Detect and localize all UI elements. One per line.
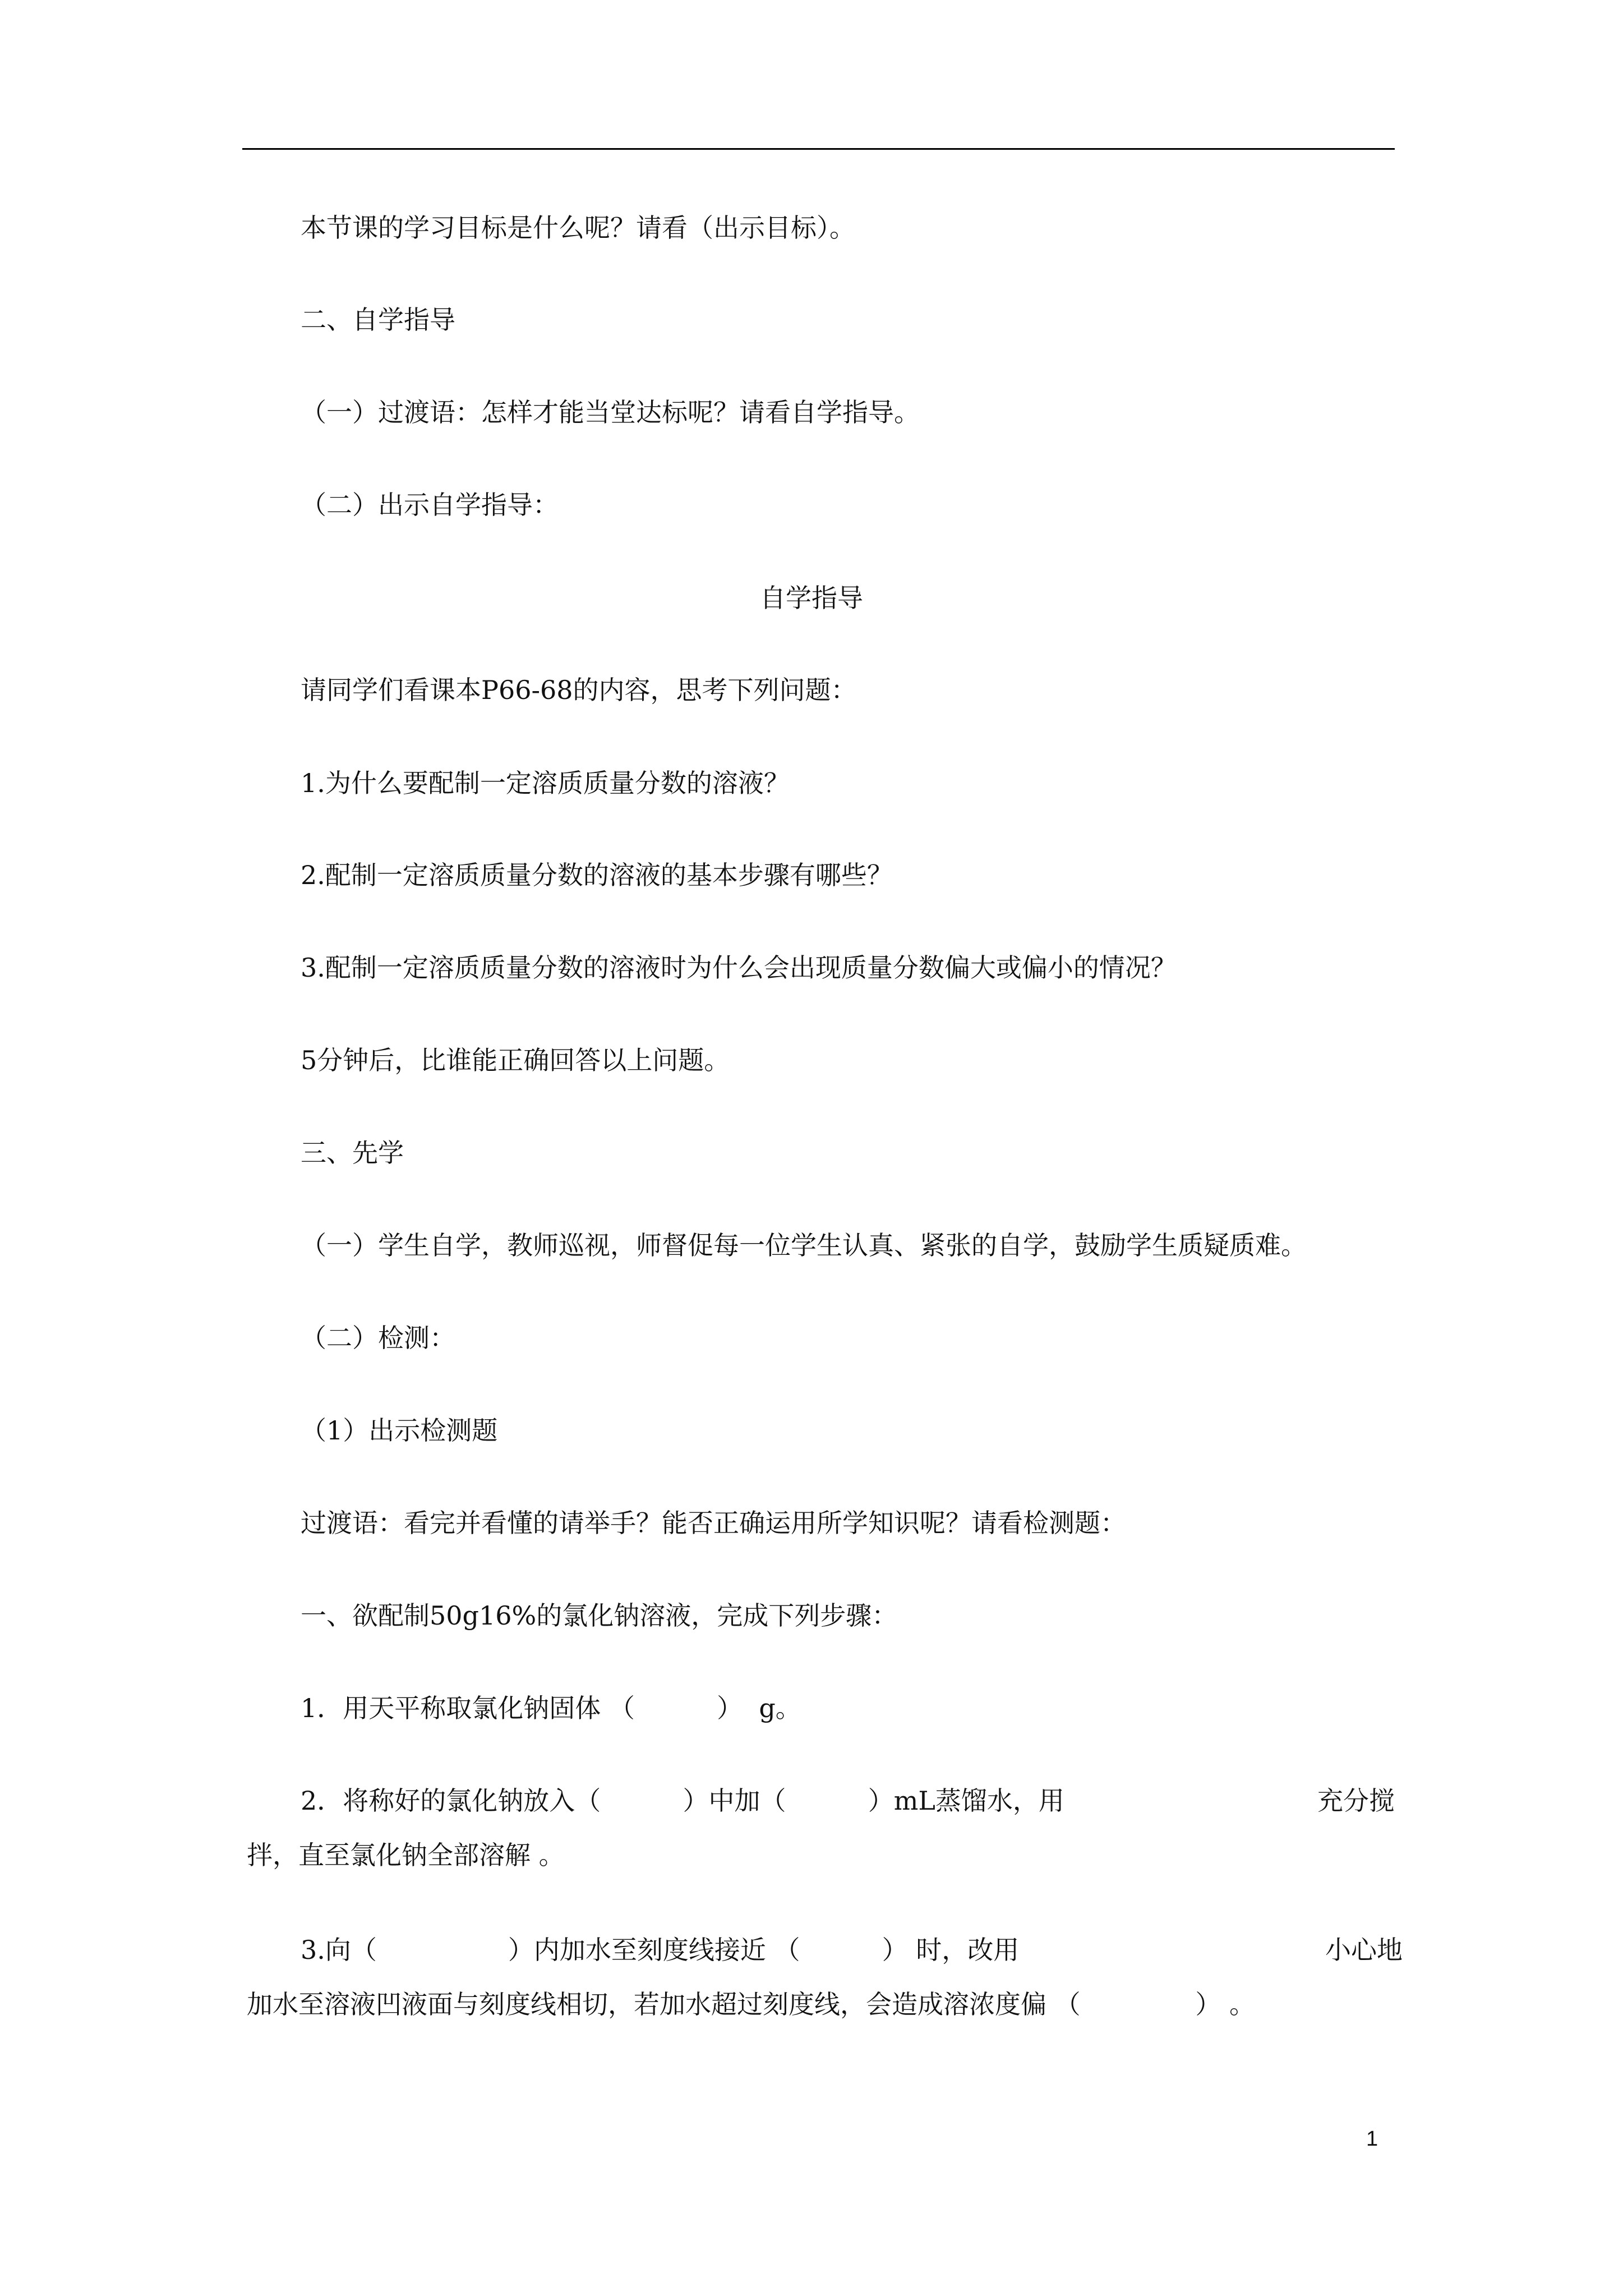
- paragraph-show-guide: （二）出示自学指导：: [301, 490, 559, 520]
- step-2-left-text: 2．将称好的氯化钠放入（ ）中加（ ）mL蒸馏水，用: [301, 1786, 1064, 1816]
- exercise-step-3-line-2: 加水至溶液凹液面与刻度线相切，若加水超过刻度线，会造成溶浓度偏 （ ） 。: [247, 1989, 1255, 2019]
- section-heading-self-study: 二、自学指导: [301, 305, 455, 335]
- header-rule: [242, 148, 1395, 150]
- step-3-right-text: 小心地: [1325, 1935, 1403, 1965]
- paragraph-instructions: 请同学们看课本P66-68的内容，思考下列问题：: [301, 675, 857, 705]
- exercise-step-2-line-2: 拌，直至氯化钠全部溶解 。: [247, 1840, 565, 1870]
- exercise-step-2-line-1: [301, 1784, 1395, 1818]
- paragraph-test-heading: （二）检测：: [301, 1323, 455, 1353]
- paragraph-show-test: （1）出示检测题: [301, 1415, 498, 1446]
- exercise-step-3-line-1: [301, 1933, 1403, 1967]
- step-2-right-text: 充分搅: [1317, 1786, 1395, 1816]
- exercise-title: 一、欲配制50g16%的氯化钠溶液，完成下列步骤：: [301, 1600, 898, 1631]
- paragraph-transition: （一）过渡语：怎样才能当堂达标呢？请看自学指导。: [301, 397, 920, 427]
- paragraph-learning-goal: 本节课的学习目标是什么呢？请看（出示目标）。: [301, 213, 855, 243]
- page-number: 1: [1366, 2127, 1378, 2151]
- question-3: 3.配制一定溶质质量分数的溶液时为什么会出现质量分数偏大或偏小的情况？: [301, 953, 1177, 983]
- exercise-step-1: 1．用天平称取氯化钠固体 （ ） g。: [301, 1693, 801, 1723]
- step-3-left-text: 3.向（ ）内加水至刻度线接近 （ ） 时，改用: [301, 1935, 1020, 1965]
- paragraph-time-limit: 5分钟后，比谁能正确回答以上问题。: [301, 1045, 730, 1075]
- question-1: 1.为什么要配制一定溶质质量分数的溶液？: [301, 768, 790, 798]
- paragraph-test-transition: 过渡语：看完并看懂的请举手？能否正确运用所学知识呢？请看检测题：: [301, 1508, 1126, 1538]
- question-2: 2.配制一定溶质质量分数的溶液的基本步骤有哪些？: [301, 860, 893, 890]
- paragraph-student-self-study: （一）学生自学，教师巡视，师督促每一位学生认真、紧张的自学，鼓励学生质疑质难。: [301, 1230, 1307, 1260]
- section-heading-learn-first: 三、先学: [301, 1138, 404, 1168]
- centered-heading: 自学指导: [760, 583, 863, 613]
